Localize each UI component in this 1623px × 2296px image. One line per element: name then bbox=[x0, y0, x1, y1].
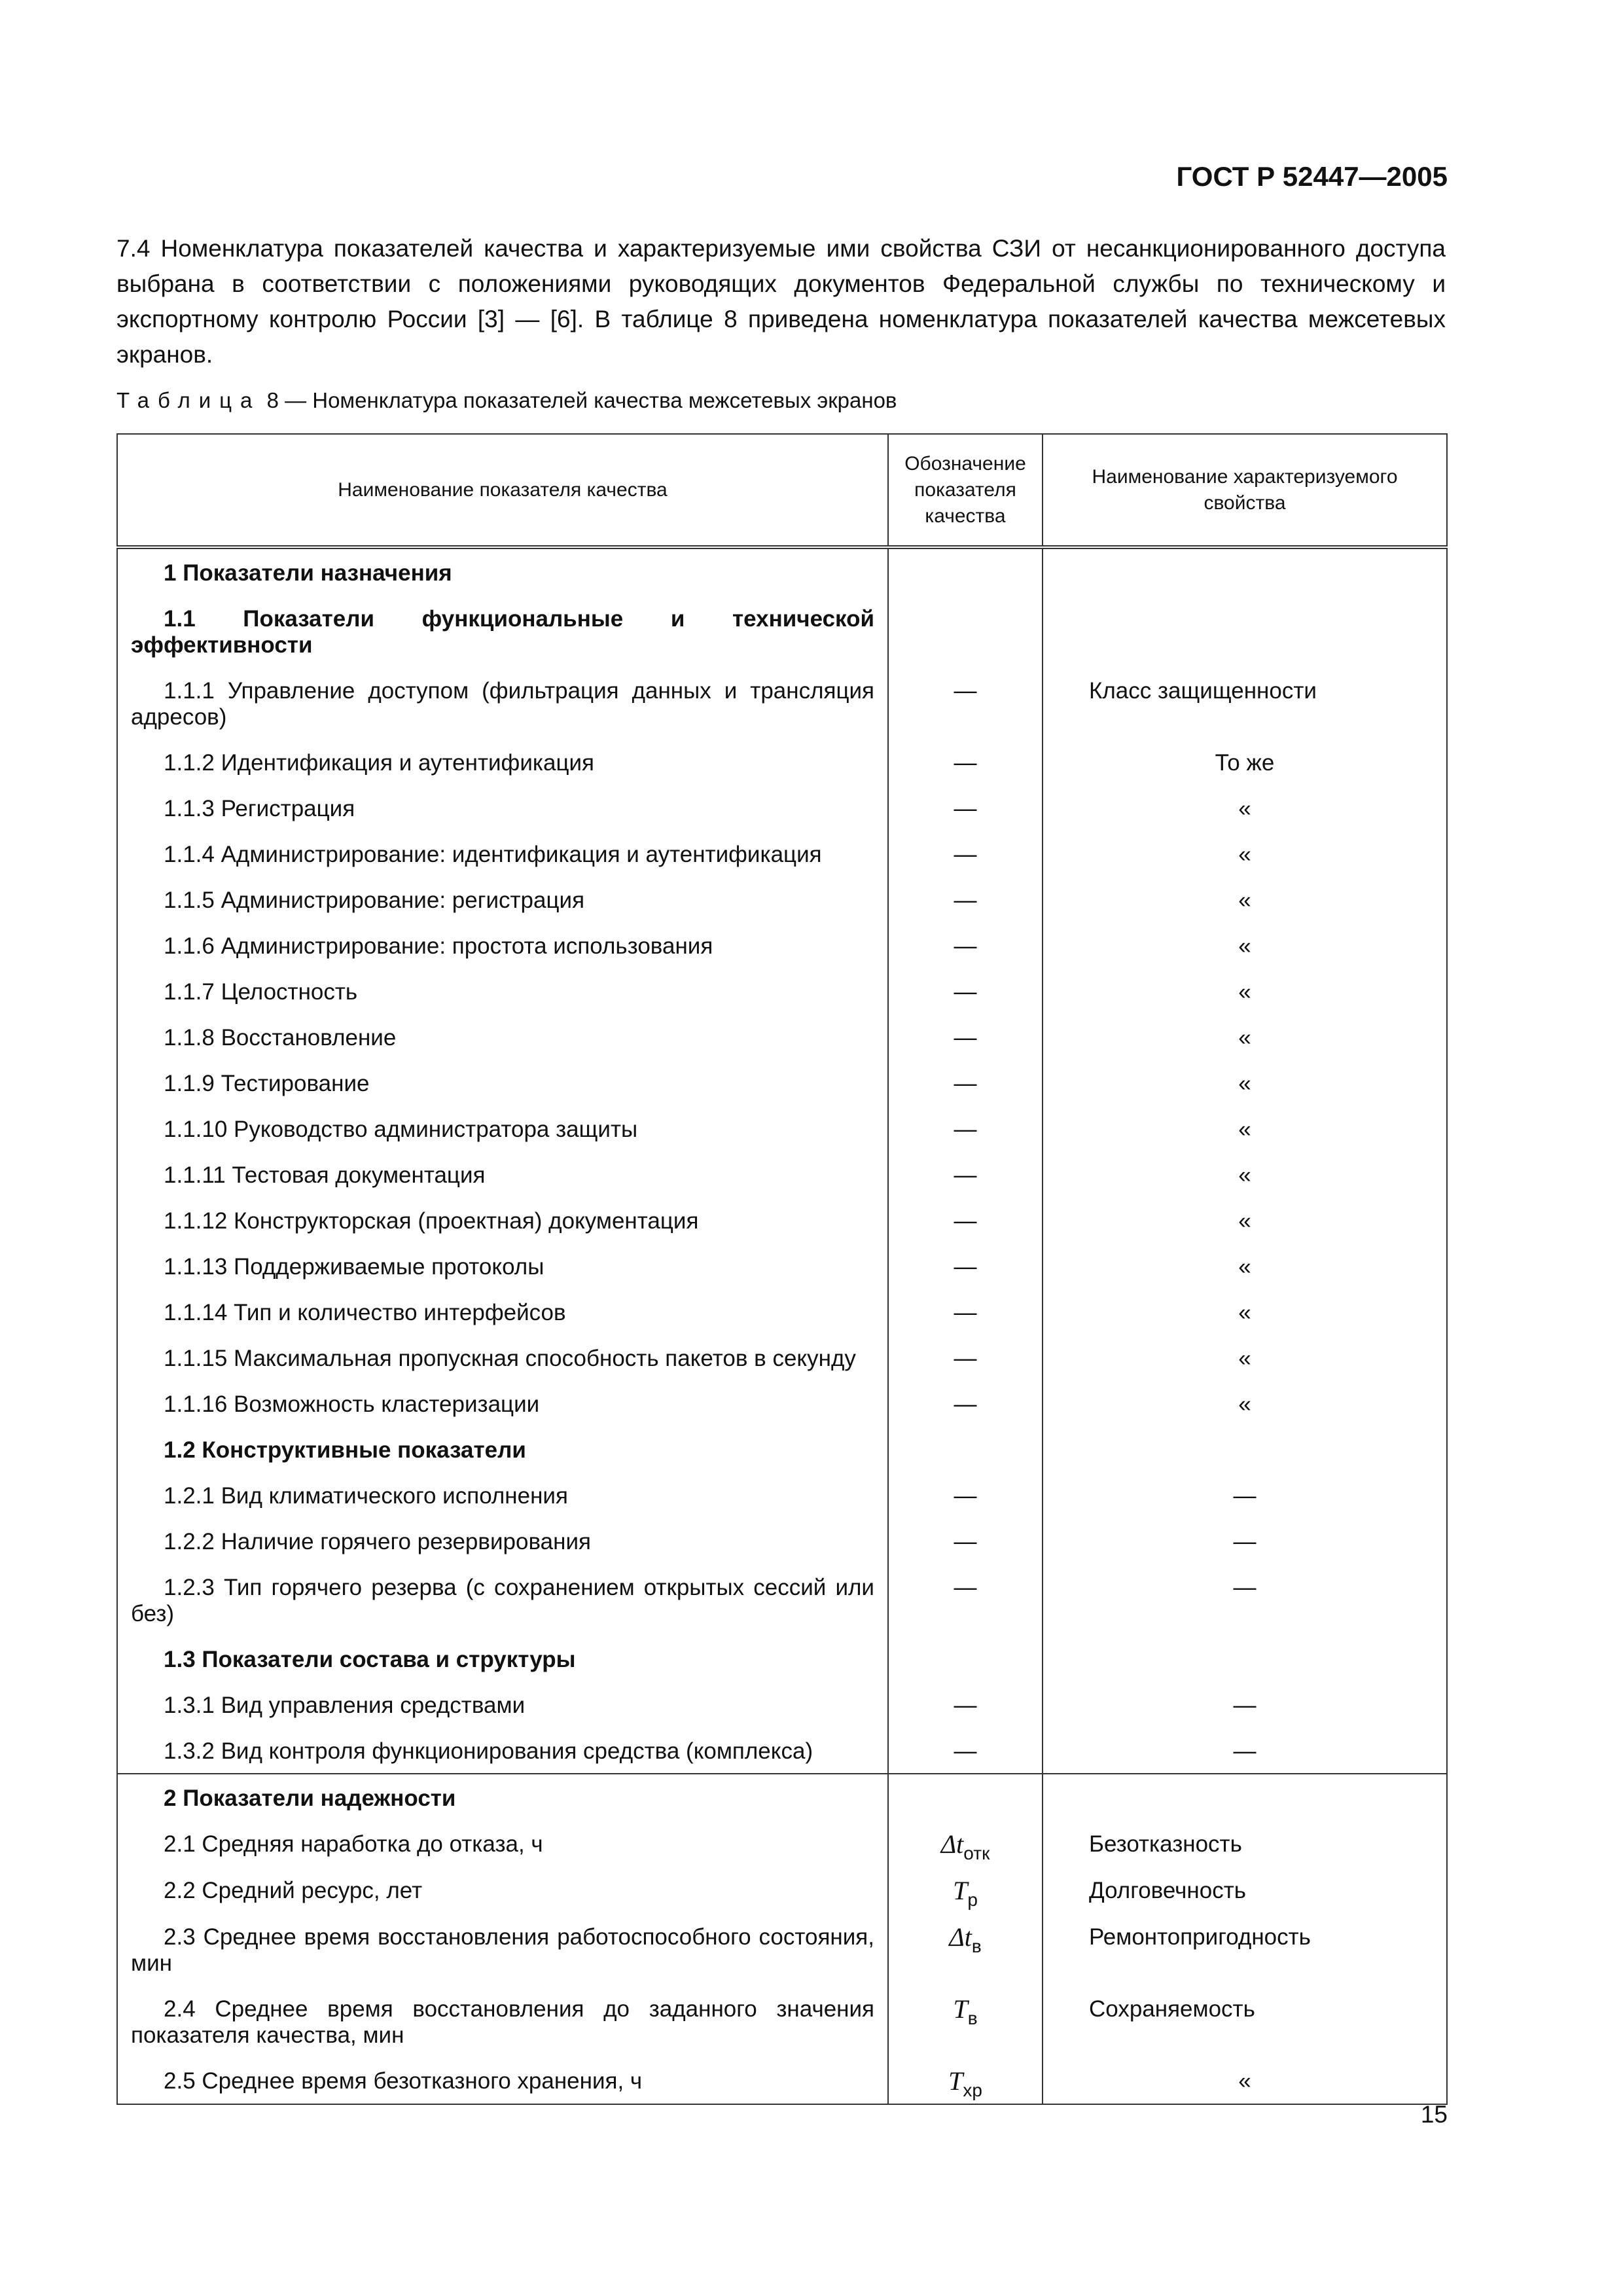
property-cell bbox=[1043, 968, 1447, 1014]
property-value: Долговечность bbox=[1089, 1878, 1246, 1903]
indicator-name-cell bbox=[117, 1774, 888, 1820]
indicator-name-cell bbox=[117, 876, 888, 922]
indicator-name: 2.2 Средний ресурс, лет bbox=[164, 1878, 423, 1903]
indicator-name: 1.2.3 Тип горячего резерва (с сохранением открытых сессий или без) bbox=[131, 1575, 874, 1626]
indicator-name-cell bbox=[117, 922, 888, 968]
designation-value: — bbox=[954, 1208, 977, 1234]
property-value: « bbox=[1238, 1300, 1251, 1325]
designation-cell bbox=[888, 1913, 1043, 1985]
designation-cell bbox=[888, 1820, 1043, 1867]
table-row bbox=[117, 968, 1447, 1014]
indicator-name-cell bbox=[117, 1518, 888, 1564]
designation-value: — bbox=[954, 933, 977, 959]
indicator-name: 2.3 Среднее время восстановления работоспособного состояния, мин bbox=[131, 1924, 874, 1976]
indicator-name-cell bbox=[117, 2057, 888, 2104]
indicator-name: 1.1.7 Целостность bbox=[164, 979, 358, 1005]
indicator-name: 1.1.8 Восстановление bbox=[164, 1025, 397, 1050]
property-cell bbox=[1043, 1105, 1447, 1151]
indicator-name-cell bbox=[117, 1243, 888, 1289]
designation-cell bbox=[888, 1564, 1043, 1636]
indicator-name: 1.2 Конструктивные показатели bbox=[164, 1437, 526, 1463]
table-row bbox=[117, 1564, 1447, 1636]
indicator-name-cell bbox=[117, 1472, 888, 1518]
table-caption bbox=[116, 388, 897, 413]
designation-cell bbox=[888, 1289, 1043, 1335]
designation-cell bbox=[888, 1985, 1043, 2057]
property-value: — bbox=[1233, 1738, 1257, 1764]
designation-cell bbox=[888, 922, 1043, 968]
table-row bbox=[117, 876, 1447, 922]
indicator-name: 1.1.16 Возможность кластеризации bbox=[164, 1391, 540, 1417]
property-cell bbox=[1043, 1197, 1447, 1243]
table-row bbox=[117, 1105, 1447, 1151]
property-cell bbox=[1043, 739, 1447, 785]
property-cell bbox=[1043, 1518, 1447, 1564]
table-row bbox=[117, 1518, 1447, 1564]
designation-cell bbox=[888, 1105, 1043, 1151]
property-cell bbox=[1043, 1774, 1447, 1820]
property-cell bbox=[1043, 1727, 1447, 1774]
designation-cell bbox=[888, 831, 1043, 876]
table-row bbox=[117, 1197, 1447, 1243]
designation-cell bbox=[888, 1426, 1043, 1472]
table-row bbox=[117, 1335, 1447, 1380]
property-cell bbox=[1043, 1913, 1447, 1985]
property-value: « bbox=[1238, 1025, 1251, 1050]
column-header-property: Наименование характеризуемого свойства bbox=[1043, 434, 1447, 547]
designation-cell bbox=[888, 968, 1043, 1014]
table-row bbox=[117, 1472, 1447, 1518]
designation-cell bbox=[888, 1867, 1043, 1913]
designation-symbol: T bbox=[948, 2066, 963, 2096]
property-cell bbox=[1043, 1014, 1447, 1060]
table-row bbox=[117, 667, 1447, 739]
indicator-name-cell bbox=[117, 1985, 888, 2057]
table-row bbox=[117, 1913, 1447, 1985]
table-section-heading-row bbox=[117, 1636, 1447, 1681]
table-row bbox=[117, 785, 1447, 831]
property-value: « bbox=[1238, 888, 1251, 913]
indicator-name: 1.3 Показатели состава и структуры bbox=[164, 1647, 576, 1672]
property-value: — bbox=[1233, 1529, 1257, 1554]
indicator-name-cell bbox=[117, 547, 888, 595]
indicator-name: 1.1.1 Управление доступом (фильтрация данных и трансляция адресов) bbox=[131, 678, 874, 730]
property-cell bbox=[1043, 1564, 1447, 1636]
designation-value: — bbox=[954, 1391, 977, 1417]
designation-symbol: T bbox=[953, 1876, 968, 1905]
indicator-name-cell bbox=[117, 595, 888, 667]
indicator-name-cell bbox=[117, 1636, 888, 1681]
designation-cell bbox=[888, 1014, 1043, 1060]
designation-value: — bbox=[954, 1575, 977, 1600]
designation-subscript: хр bbox=[963, 2080, 982, 2100]
designation-cell bbox=[888, 1197, 1043, 1243]
indicator-name: 1.3.2 Вид контроля функционирования средства (комплекса) bbox=[164, 1738, 813, 1764]
designation-subscript: отк bbox=[963, 1843, 990, 1863]
property-cell bbox=[1043, 1151, 1447, 1197]
indicator-name-cell bbox=[117, 1380, 888, 1426]
property-value: « bbox=[1238, 1346, 1251, 1371]
indicator-name-cell bbox=[117, 1426, 888, 1472]
property-cell bbox=[1043, 831, 1447, 876]
property-cell bbox=[1043, 1243, 1447, 1289]
designation-value: — bbox=[954, 678, 977, 704]
designation-value: — bbox=[954, 1738, 977, 1764]
column-header-indicator-name: Наименование показателя качества bbox=[117, 434, 888, 547]
designation-value: — bbox=[954, 1162, 977, 1188]
property-cell bbox=[1043, 922, 1447, 968]
document-designation: ГОСТ Р 52447—2005 bbox=[1176, 161, 1448, 192]
indicator-name: 1.1.12 Конструкторская (проектная) документация bbox=[164, 1208, 699, 1234]
designation-value: — bbox=[954, 1025, 977, 1050]
intro-paragraph-text: 7.4 Номенклатура показателей качества и характеризуемые ими свойства СЗИ от несанкционированного доступа выбрана в соответствии с положениями руководящих документов Федеральной службы по техническому и экспортному контролю России [3] — [6]. В таблице 8 приведена номенклатура показателей качества межсетевых экранов. bbox=[116, 235, 1446, 368]
table-section-heading-row bbox=[117, 595, 1447, 667]
indicator-name-cell bbox=[117, 1014, 888, 1060]
property-cell bbox=[1043, 667, 1447, 739]
designation-cell bbox=[888, 1380, 1043, 1426]
table-section-heading-row bbox=[117, 547, 1447, 595]
indicator-name-cell bbox=[117, 1105, 888, 1151]
table-row bbox=[117, 1727, 1447, 1774]
indicator-name-cell bbox=[117, 1289, 888, 1335]
table-row bbox=[117, 1820, 1447, 1867]
property-cell bbox=[1043, 595, 1447, 667]
designation-cell bbox=[888, 1151, 1043, 1197]
table-row bbox=[117, 1380, 1447, 1426]
table-body bbox=[117, 547, 1447, 2104]
designation-cell bbox=[888, 876, 1043, 922]
property-value: « bbox=[1238, 1208, 1251, 1234]
table-row bbox=[117, 1867, 1447, 1913]
designation-value: — bbox=[954, 1254, 977, 1280]
property-value: То же bbox=[1215, 750, 1275, 776]
designation-cell bbox=[888, 1060, 1043, 1105]
indicator-name-cell bbox=[117, 1681, 888, 1727]
designation-value: — bbox=[954, 1693, 977, 1718]
property-cell bbox=[1043, 547, 1447, 595]
property-value: Ремонтопригодность bbox=[1089, 1924, 1311, 1950]
indicator-name-cell bbox=[117, 968, 888, 1014]
indicator-name-cell bbox=[117, 667, 888, 739]
designation-cell bbox=[888, 1681, 1043, 1727]
designation-cell bbox=[888, 739, 1043, 785]
designation-cell bbox=[888, 1335, 1043, 1380]
indicator-name: 1.1.3 Регистрация bbox=[164, 796, 355, 821]
table-row bbox=[117, 1060, 1447, 1105]
property-value: Сохраняемость bbox=[1089, 1996, 1255, 2022]
property-cell bbox=[1043, 1636, 1447, 1681]
property-cell bbox=[1043, 1867, 1447, 1913]
property-value: — bbox=[1233, 1693, 1257, 1718]
property-value: « bbox=[1238, 1391, 1251, 1417]
table-header-row bbox=[117, 434, 1447, 547]
designation-value: — bbox=[954, 1483, 977, 1509]
indicator-name-cell bbox=[117, 1197, 888, 1243]
indicator-name: 2 Показатели надежности bbox=[164, 1785, 456, 1811]
designation-cell bbox=[888, 667, 1043, 739]
indicator-name-cell bbox=[117, 1564, 888, 1636]
indicator-name: 1.1.14 Тип и количество интерфейсов bbox=[164, 1300, 566, 1325]
table-row bbox=[117, 1243, 1447, 1289]
table-row bbox=[117, 922, 1447, 968]
designation-cell bbox=[888, 1774, 1043, 1820]
property-value: « bbox=[1238, 1254, 1251, 1280]
property-value: « bbox=[1238, 1071, 1251, 1096]
designation-cell bbox=[888, 595, 1043, 667]
indicator-name-cell bbox=[117, 1867, 888, 1913]
indicator-name: 1.1.15 Максимальная пропускная способность пакетов в секунду bbox=[164, 1346, 856, 1371]
indicator-name: 1.1.5 Администрирование: регистрация bbox=[164, 888, 585, 913]
designation-subscript: в bbox=[971, 1936, 982, 1956]
designation-value: — bbox=[954, 842, 977, 867]
property-value: « bbox=[1238, 2068, 1251, 2094]
indicator-name: 1.1.10 Руководство администратора защиты bbox=[164, 1117, 638, 1142]
property-cell bbox=[1043, 1335, 1447, 1380]
designation-subscript: р bbox=[967, 1890, 978, 1910]
designation-cell bbox=[888, 1243, 1043, 1289]
indicator-name: 1.1.9 Тестирование bbox=[164, 1071, 370, 1096]
indicator-name: 1.1.11 Тестовая документация bbox=[164, 1162, 486, 1188]
indicator-name: 1.2.1 Вид климатического исполнения bbox=[164, 1483, 568, 1509]
designation-value: — bbox=[954, 1117, 977, 1142]
indicator-name: 2.1 Средняя наработка до отказа, ч bbox=[164, 1831, 543, 1857]
indicator-name: 1.1.2 Идентификация и аутентификация bbox=[164, 750, 594, 776]
table-row bbox=[117, 1014, 1447, 1060]
indicator-name: 1 Показатели назначения bbox=[164, 560, 452, 586]
designation-value: — bbox=[954, 979, 977, 1005]
property-cell bbox=[1043, 1289, 1447, 1335]
property-value: « bbox=[1238, 1162, 1251, 1188]
designation-value: — bbox=[954, 888, 977, 913]
designation-value: — bbox=[954, 1071, 977, 1096]
designation-cell bbox=[888, 1518, 1043, 1564]
indicator-name-cell bbox=[117, 1335, 888, 1380]
property-value: « bbox=[1238, 979, 1251, 1005]
indicator-name-cell bbox=[117, 739, 888, 785]
property-cell bbox=[1043, 1681, 1447, 1727]
quality-indicators-table bbox=[116, 433, 1448, 2105]
table-row bbox=[117, 831, 1447, 876]
indicator-name-cell bbox=[117, 1727, 888, 1774]
designation-value: — bbox=[954, 1346, 977, 1371]
designation-cell bbox=[888, 2057, 1043, 2104]
property-value: « bbox=[1238, 842, 1251, 867]
property-value: — bbox=[1233, 1575, 1257, 1600]
indicator-name-cell bbox=[117, 1913, 888, 1985]
table-row bbox=[117, 739, 1447, 785]
property-value: — bbox=[1233, 1483, 1257, 1509]
property-value: « bbox=[1238, 933, 1251, 959]
designation-value: — bbox=[954, 1529, 977, 1554]
indicator-name-cell bbox=[117, 1060, 888, 1105]
column-header-designation: Обозначение показателя качества bbox=[888, 434, 1043, 547]
indicator-name: 1.1 Показатели функциональные и технической эффективности bbox=[131, 606, 874, 658]
property-cell bbox=[1043, 1472, 1447, 1518]
designation-symbol: Δt bbox=[949, 1922, 972, 1952]
indicator-name-cell bbox=[117, 1820, 888, 1867]
indicator-name: 1.1.6 Администрирование: простота использования bbox=[164, 933, 713, 959]
property-cell bbox=[1043, 785, 1447, 831]
table-section-heading-row bbox=[117, 1774, 1447, 1820]
indicator-name: 1.2.2 Наличие горячего резервирования bbox=[164, 1529, 591, 1554]
table-caption-text: 8 — Номенклатура показателей качества межсетевых экранов bbox=[266, 388, 897, 412]
property-cell bbox=[1043, 876, 1447, 922]
table-row bbox=[117, 1985, 1447, 2057]
property-cell bbox=[1043, 2057, 1447, 2104]
indicator-name-cell bbox=[117, 831, 888, 876]
table-row bbox=[117, 1681, 1447, 1727]
table-caption-prefix: Таблица bbox=[116, 388, 261, 412]
designation-value: — bbox=[954, 1300, 977, 1325]
indicator-name: 2.4 Среднее время восстановления до заданного значения показателя качества, мин bbox=[131, 1996, 874, 2048]
designation-cell bbox=[888, 1472, 1043, 1518]
property-value: Класс защищенности bbox=[1089, 678, 1317, 704]
property-value: Безотказность bbox=[1089, 1831, 1242, 1857]
designation-symbol: T bbox=[953, 1994, 968, 2024]
designation-value: — bbox=[954, 796, 977, 821]
page-number: 15 bbox=[1420, 2101, 1448, 2128]
intro-paragraph bbox=[116, 231, 1446, 372]
indicator-name: 1.1.4 Администрирование: идентификация и аутентификация bbox=[164, 842, 822, 867]
property-cell bbox=[1043, 1380, 1447, 1426]
designation-symbol: Δt bbox=[940, 1829, 964, 1859]
designation-cell bbox=[888, 1636, 1043, 1681]
property-value: « bbox=[1238, 1117, 1251, 1142]
indicator-name-cell bbox=[117, 1151, 888, 1197]
table-row bbox=[117, 1289, 1447, 1335]
table-row bbox=[117, 1151, 1447, 1197]
indicator-name: 1.3.1 Вид управления средствами bbox=[164, 1693, 526, 1718]
property-cell bbox=[1043, 1820, 1447, 1867]
table-row bbox=[117, 2057, 1447, 2104]
property-cell bbox=[1043, 1426, 1447, 1472]
designation-cell bbox=[888, 1727, 1043, 1774]
property-value: « bbox=[1238, 796, 1251, 821]
table-section-heading-row bbox=[117, 1426, 1447, 1472]
designation-cell bbox=[888, 547, 1043, 595]
property-cell bbox=[1043, 1060, 1447, 1105]
designation-subscript: в bbox=[967, 2008, 978, 2028]
property-cell bbox=[1043, 1985, 1447, 2057]
indicator-name: 2.5 Среднее время безотказного хранения, ч bbox=[164, 2068, 643, 2094]
designation-cell bbox=[888, 785, 1043, 831]
designation-value: — bbox=[954, 750, 977, 776]
indicator-name-cell bbox=[117, 785, 888, 831]
indicator-name: 1.1.13 Поддерживаемые протоколы bbox=[164, 1254, 544, 1280]
